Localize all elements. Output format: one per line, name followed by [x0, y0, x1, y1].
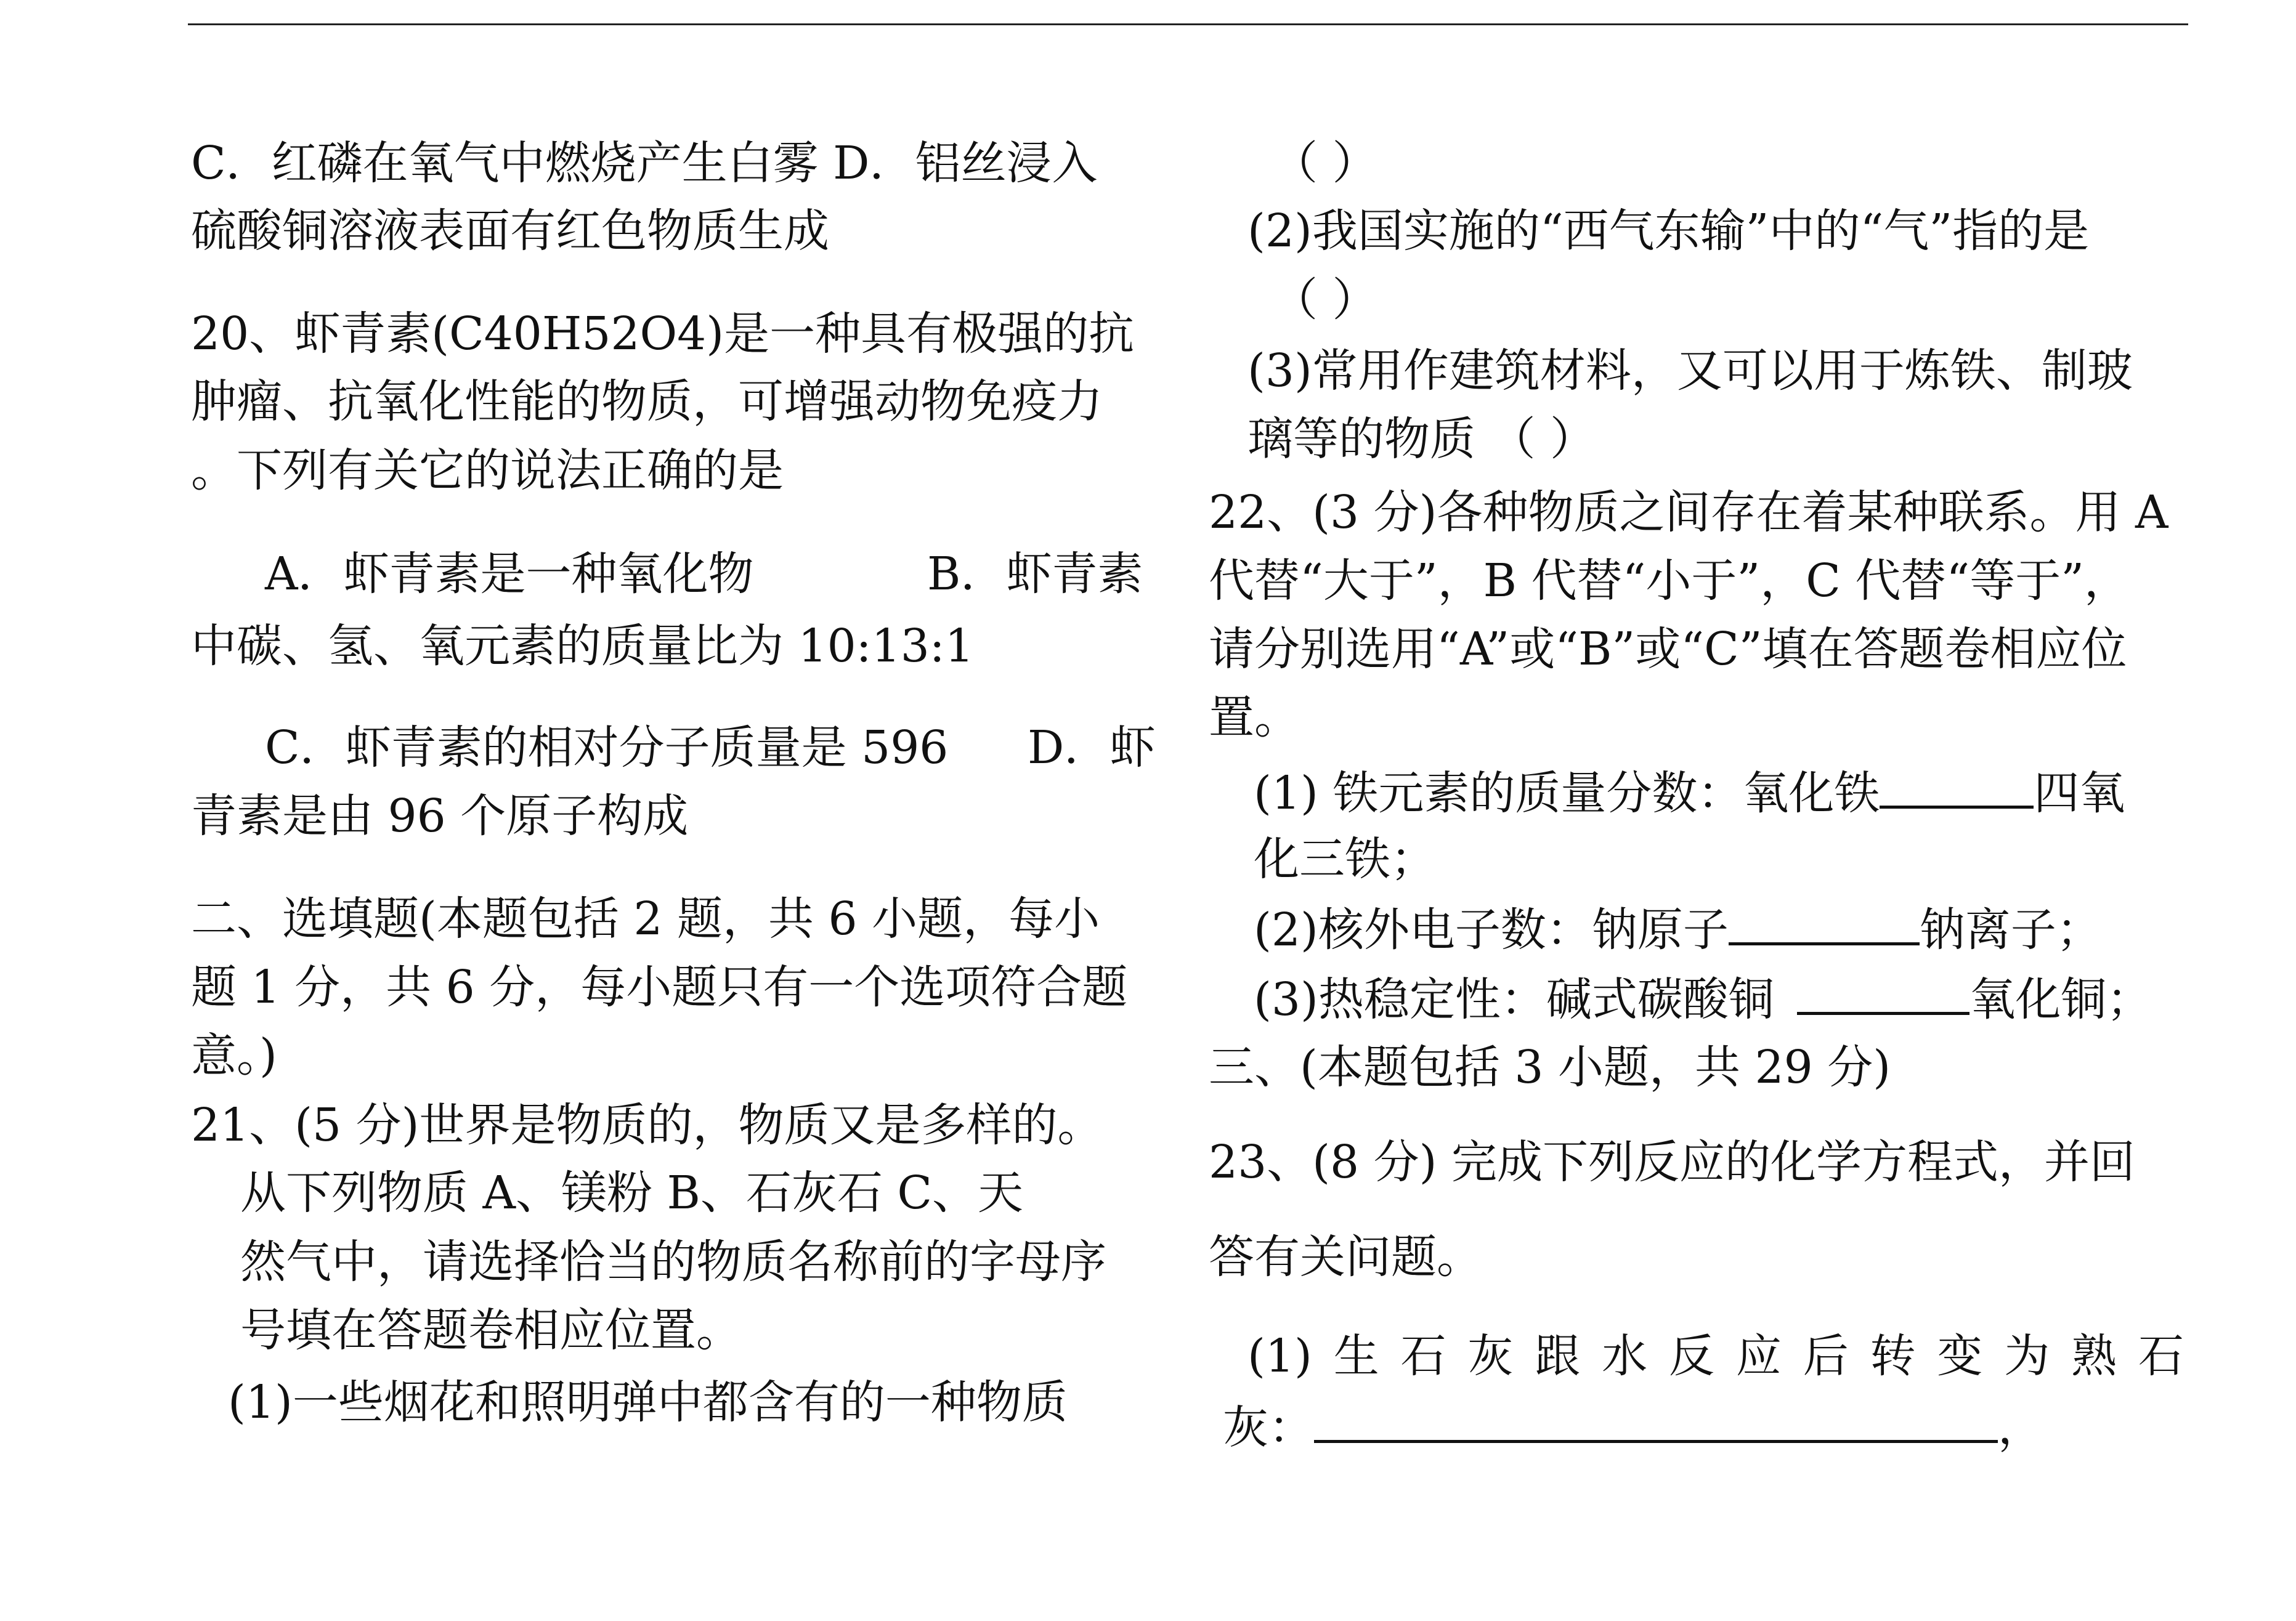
question-22-part-3-tail: 氧化铜； [1969, 973, 2152, 1026]
section-2-heading-line-2: 题 1 分，共 6 分，每小题只有一个选项符合题 [191, 961, 1128, 1014]
question-22-stem-line-2: 代替“大于”，B 代替“小于”，C 代替“等于”， [1209, 554, 2130, 607]
question-21-part-2-answer-paren: （ ） [1272, 273, 1378, 326]
question-20-option-b: B．虾青素 [927, 548, 1143, 600]
answer-blank-23-1[interactable] [1314, 1403, 1998, 1443]
question-22-part-1-tail: 四氧 [2034, 767, 2125, 820]
question-21-part-2: (2)我国实施的“西气东输”中的“气”指的是 [1247, 204, 2090, 257]
q23-1-char: 后 [1803, 1330, 1849, 1383]
question-22-stem-line-3: 请分别选用“A”或“B”或“C”填在答题卷相应位 [1209, 623, 2127, 676]
q23-1-char: 变 [1937, 1330, 1983, 1383]
question-22-part-1 [1254, 767, 2125, 820]
q23-1-char: 跟 [1535, 1330, 1581, 1383]
question-23-stem-line-2: 答有关问题。 [1209, 1231, 1482, 1283]
question-21-stem-line-2: 从下列物质 A、镁粉 B、石灰石 C、天 [240, 1166, 1024, 1219]
question-20-option-d: D．虾 [1028, 721, 1156, 774]
q23-1-char: 水 [1602, 1330, 1648, 1383]
q23-1-char: 为 [2004, 1330, 2050, 1383]
q23-1-char: 灰 [1467, 1330, 1514, 1383]
question-23-part-1-line-1 [1247, 1330, 2184, 1383]
question-22-part-1-continued: 化三铁； [1254, 833, 1436, 886]
question-22-part-3 [1254, 973, 2152, 1026]
question-23-part-1-comma: ， [1998, 1401, 2043, 1454]
section-3-heading: 三、(本题包括 3 小题，共 29 分) [1209, 1041, 1891, 1094]
answer-blank-22-3[interactable] [1797, 975, 1969, 1015]
question-22-part-2 [1254, 903, 2102, 956]
top-rule [188, 23, 2188, 25]
answer-blank-22-1[interactable] [1880, 769, 2034, 809]
q23-1-char: 熟 [2071, 1330, 2117, 1383]
option-c-d-line: C．红磷在氧气中燃烧产生白雾 D．铝丝浸入 [191, 137, 1098, 190]
question-21-stem-line-1: 21、(5 分)世界是物质的，物质又是多样的。 [191, 1099, 1103, 1152]
question-22-part-1-text: (1) 铁元素的质量分数：氧化铁 [1254, 767, 1880, 820]
question-20-stem-line-2: 肿瘤、抗氧化性能的物质，可增强动物免疫力 [191, 375, 1103, 428]
question-21-part-3-line-2: 璃等的物质 （ ） [1247, 413, 1596, 466]
question-23-part-1-label: 灰： [1223, 1401, 1314, 1454]
question-22-part-2-text: (2)核外电子数：钠原子 [1254, 903, 1729, 956]
answer-blank-22-2[interactable] [1729, 905, 1920, 945]
q23-1-char: 反 [1668, 1330, 1714, 1383]
question-21-stem-line-3: 然气中，请选择恰当的物质名称前的字母序 [240, 1235, 1106, 1288]
question-20-option-c: C．虾青素的相对分子质量是 596 [265, 721, 949, 774]
option-d-continued: 硫酸铜溶液表面有红色物质生成 [191, 204, 829, 257]
question-20-stem-line-3: 。下列有关它的说法正确的是 [191, 444, 784, 497]
question-23-stem-line-1: 23、(8 分) 完成下列反应的化学方程式，并回 [1209, 1136, 2136, 1189]
q23-1-char: (1) [1247, 1330, 1312, 1383]
question-23-part-1-line-2 [1223, 1401, 2043, 1454]
question-21-part-1-answer-paren: （ ） [1272, 137, 1378, 190]
q23-1-char: 转 [1870, 1330, 1916, 1383]
question-21-stem-line-4: 号填在答题卷相应位置。 [240, 1304, 742, 1357]
question-20-option-a: A．虾青素是一种氧化物 [265, 548, 754, 600]
question-20-stem-line-1: 20、虾青素(C40H52O4)是一种具有极强的抗 [191, 307, 1135, 360]
q23-1-char: 应 [1735, 1330, 1782, 1383]
section-2-heading-line-1: 二、选填题(本题包括 2 题，共 6 小题，每小 [191, 892, 1100, 945]
question-21-part-3-line-1: (3)常用作建筑材料，又可以用于炼铁、制玻 [1247, 344, 2133, 397]
question-20-option-b-continued: 中碳、氢、氧元素的质量比为 10:13:1 [191, 620, 974, 673]
q23-1-char: 生 [1333, 1330, 1379, 1383]
q23-1-char: 石 [1400, 1330, 1446, 1383]
question-20-option-d-continued: 青素是由 96 个原子构成 [191, 790, 689, 843]
question-22-part-3-text: (3)热稳定性：碱式碳酸铜 [1254, 973, 1789, 1026]
question-21-part-1: (1)一些烟花和照明弹中都含有的一种物质 [228, 1376, 1068, 1429]
question-22-stem-line-4: 置。 [1209, 691, 1300, 744]
question-22-part-2-tail: 钠离子； [1919, 903, 2102, 956]
q23-1-char: 石 [2138, 1330, 2184, 1383]
question-22-stem-line-1: 22、(3 分)各种物质之间存在着某种联系。用 A [1209, 486, 2168, 539]
section-2-heading-line-3: 意。) [191, 1029, 277, 1082]
